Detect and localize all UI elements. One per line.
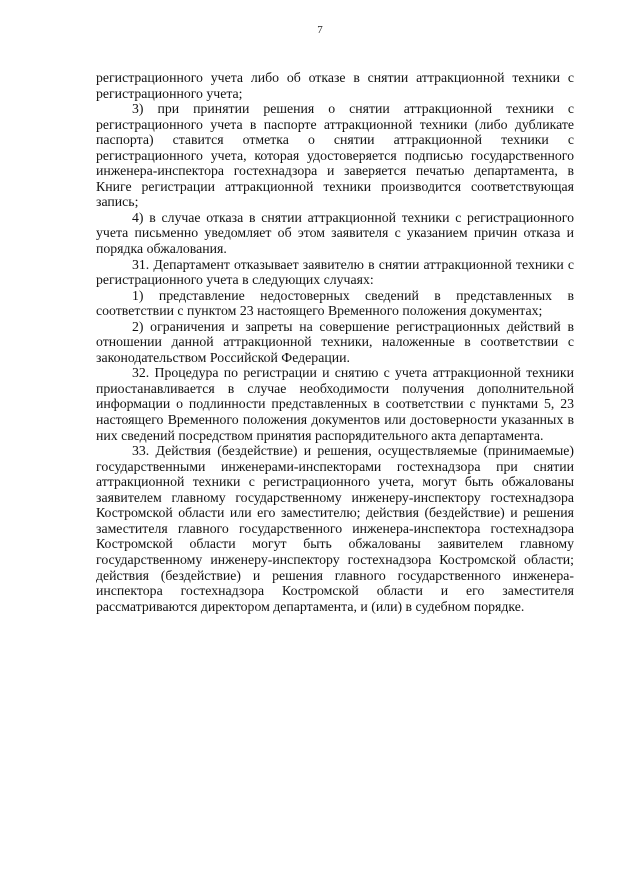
paragraph-clause-33: 33. Действия (бездействие) и решения, осуществляемые (принимаемые) государственными инженерами-инспекторами гостехнадзора при снятии аттракционной техники с регистрационного учета, могут быть обжалованы заявителем главному государственному инженеру-инспектору гостехнадзора Костромской области или его заместителю; действия (бездействие) и решения заместителя главного государственного инженера-инспектора гостехнадзора Костромской области могут быть обжалованы заявителем главному государственному инженеру-инспектору гостехнадзора Костромской области; действия (бездействие) и решения главного государственного инженера-инспектора гостехнадзора Костромской области и его заместителя рассматриваются директором департамента, и (или) в судебном порядке. [96,443,574,614]
paragraph-continuation: регистрационного учета либо об отказе в снятии аттракционной техники с регистрационного учета; [96,70,574,101]
paragraph-clause-31-item-2: 2) ограничения и запреты на совершение регистрационных действий в отношении данной аттракционной техники, наложенные в соответствии с законодательством Российской Федерации. [96,318,574,365]
document-body [96,70,574,614]
paragraph-clause-31: 31. Департамент отказывает заявителю в снятии аттракционной техники с регистрационного учета в следующих случаях: [96,256,574,288]
paragraph-clause-32: 32. Процедура по регистрации и снятию с учета аттракционной техники приостанавливается в случае необходимости получения дополнительной информации о подлинности представленных в соответствии с пунктами 5, 23 настоящего Временного положения документов или достоверности указанных в них сведений посредством принятия распорядительного акта департамента. [96,365,574,443]
paragraph-clause-31-item-1: 1) представление недостоверных сведений в представленных в соответствии с пунктом 23 настоящего Временного положения документах; [96,287,574,319]
page-number: 7 [317,24,323,36]
paragraph-item-3: 3) при принятии решения о снятии аттракционной техники с регистрационного учета в паспорте аттракционной техники (либо дубликате паспорта) ставится отметка о снятии аттракционной техники с регистрационного учета, которая удостоверяется подписью государственного инженера-инспектора гостехнадзора и заверяется печатью департамента, в Книге регистрации аттракционной техники производится соответствующая запись; [96,101,574,210]
paragraph-item-4: 4) в случае отказа в снятии аттракционной техники с регистрационного учета письменно уведомляет об этом заявителя с указанием причин отказа и порядка обжалования. [96,209,574,257]
